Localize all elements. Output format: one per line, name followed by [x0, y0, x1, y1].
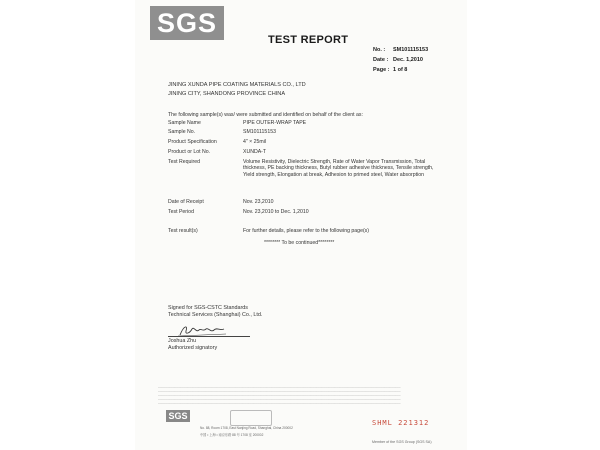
member-note: Member of the SGS Group (SGS SA) — [372, 440, 432, 444]
test-required-value: Volume Resistivity, Dielectric Strength, Rate of Water Vapor Transmission, Total thickness, PE backing thickness, Butyl rubber adhesive thickness, Tensile strength, Yield strength, Elongation at break, Adhesion to primed steel, Water absorption — [243, 159, 434, 178]
lot-value: XUNDA-T — [243, 149, 267, 155]
sample-no-value: SM101115153 — [243, 129, 276, 135]
receipt-label: Date of Receipt — [168, 199, 204, 205]
page-value: 1 of 8 — [393, 67, 408, 73]
spec-value: 4" × 25mil — [243, 139, 267, 145]
client-name: JINING XUNDA PIPE COATING MATERIALS CO., LTD — [168, 82, 306, 88]
footer-fine-print: ──────────────────────────────────────────────────────────────────────────────────────────────────────────────────────────────────── — [158, 390, 401, 393]
page-title: TEST REPORT — [268, 34, 349, 46]
footer-sgs-logo: SGS — [166, 410, 190, 422]
date-value: Dec. 1,2010 — [393, 57, 423, 63]
footer-address-en: No. 88, Room 1708, East Nanjing Road, Shanghai, China 200002 — [200, 426, 293, 430]
receipt-value: Nov. 23,2010 — [243, 199, 274, 205]
report-no-value: SM101115153 — [393, 47, 429, 53]
page-label: Page : — [373, 67, 390, 73]
signature-line — [168, 336, 250, 337]
spec-label: Product Specification — [168, 139, 217, 145]
sample-name-label: Sample Name — [168, 120, 201, 126]
serial-number: SHML 221312 — [372, 419, 430, 427]
intro-text: The following sample(s) was/ were submitted and identified on behalf of the client as: — [168, 112, 363, 118]
date-label: Date : — [373, 57, 389, 63]
sgs-logo: SGS — [150, 6, 224, 40]
lot-label: Product or Lot No. — [168, 149, 211, 155]
sample-no-label: Sample No. — [168, 129, 196, 135]
footer-fine-print: ──────────────────────────────────────────────────────────────────────────────────────────────────────────────────────────────────── — [158, 386, 401, 389]
client-address: JINING CITY, SHANDONG PROVINCE CHINA — [168, 91, 286, 97]
signatory-name: Joshua Zhu — [168, 338, 197, 344]
signatory-title: Authorized signatory — [168, 345, 218, 351]
footer-fine-print: ──────────────────────────────────────────────────────────────────────────────────────────────────────────────────────────────────── — [158, 394, 401, 397]
report-page — [135, 0, 467, 450]
footer-fine-print: ──────────────────────────────────────────────────────────────────────────────────────────────────────────────────────────────────── — [158, 402, 401, 405]
report-no-label: No. : — [373, 47, 386, 53]
period-label: Test Period — [168, 209, 194, 215]
signed-for: Signed for SGS-CSTC Standards — [168, 305, 248, 311]
period-value: Nov. 23,2010 to Dec. 1,2010 — [243, 209, 309, 215]
results-label: Test result(s) — [168, 228, 198, 234]
footer-fine-print: ──────────────────────────────────────────────────────────────────────────────────────────────────────────────────────────────────── — [158, 398, 401, 401]
test-required-label: Test Required — [168, 159, 201, 165]
sample-name-value: PIPE OUTER-WRAP TAPE — [243, 120, 307, 126]
footer-address-cn: 中国 • 上海 • 南京东路 88 号 1708 室 200002 — [200, 433, 264, 437]
continued-note: ******** To be continued******** — [264, 240, 335, 246]
stamp — [230, 410, 272, 426]
results-value: For further details, please refer to the following page(s) — [243, 228, 370, 234]
signed-for-company: Technical Services (Shanghai) Co., Ltd. — [168, 312, 263, 318]
